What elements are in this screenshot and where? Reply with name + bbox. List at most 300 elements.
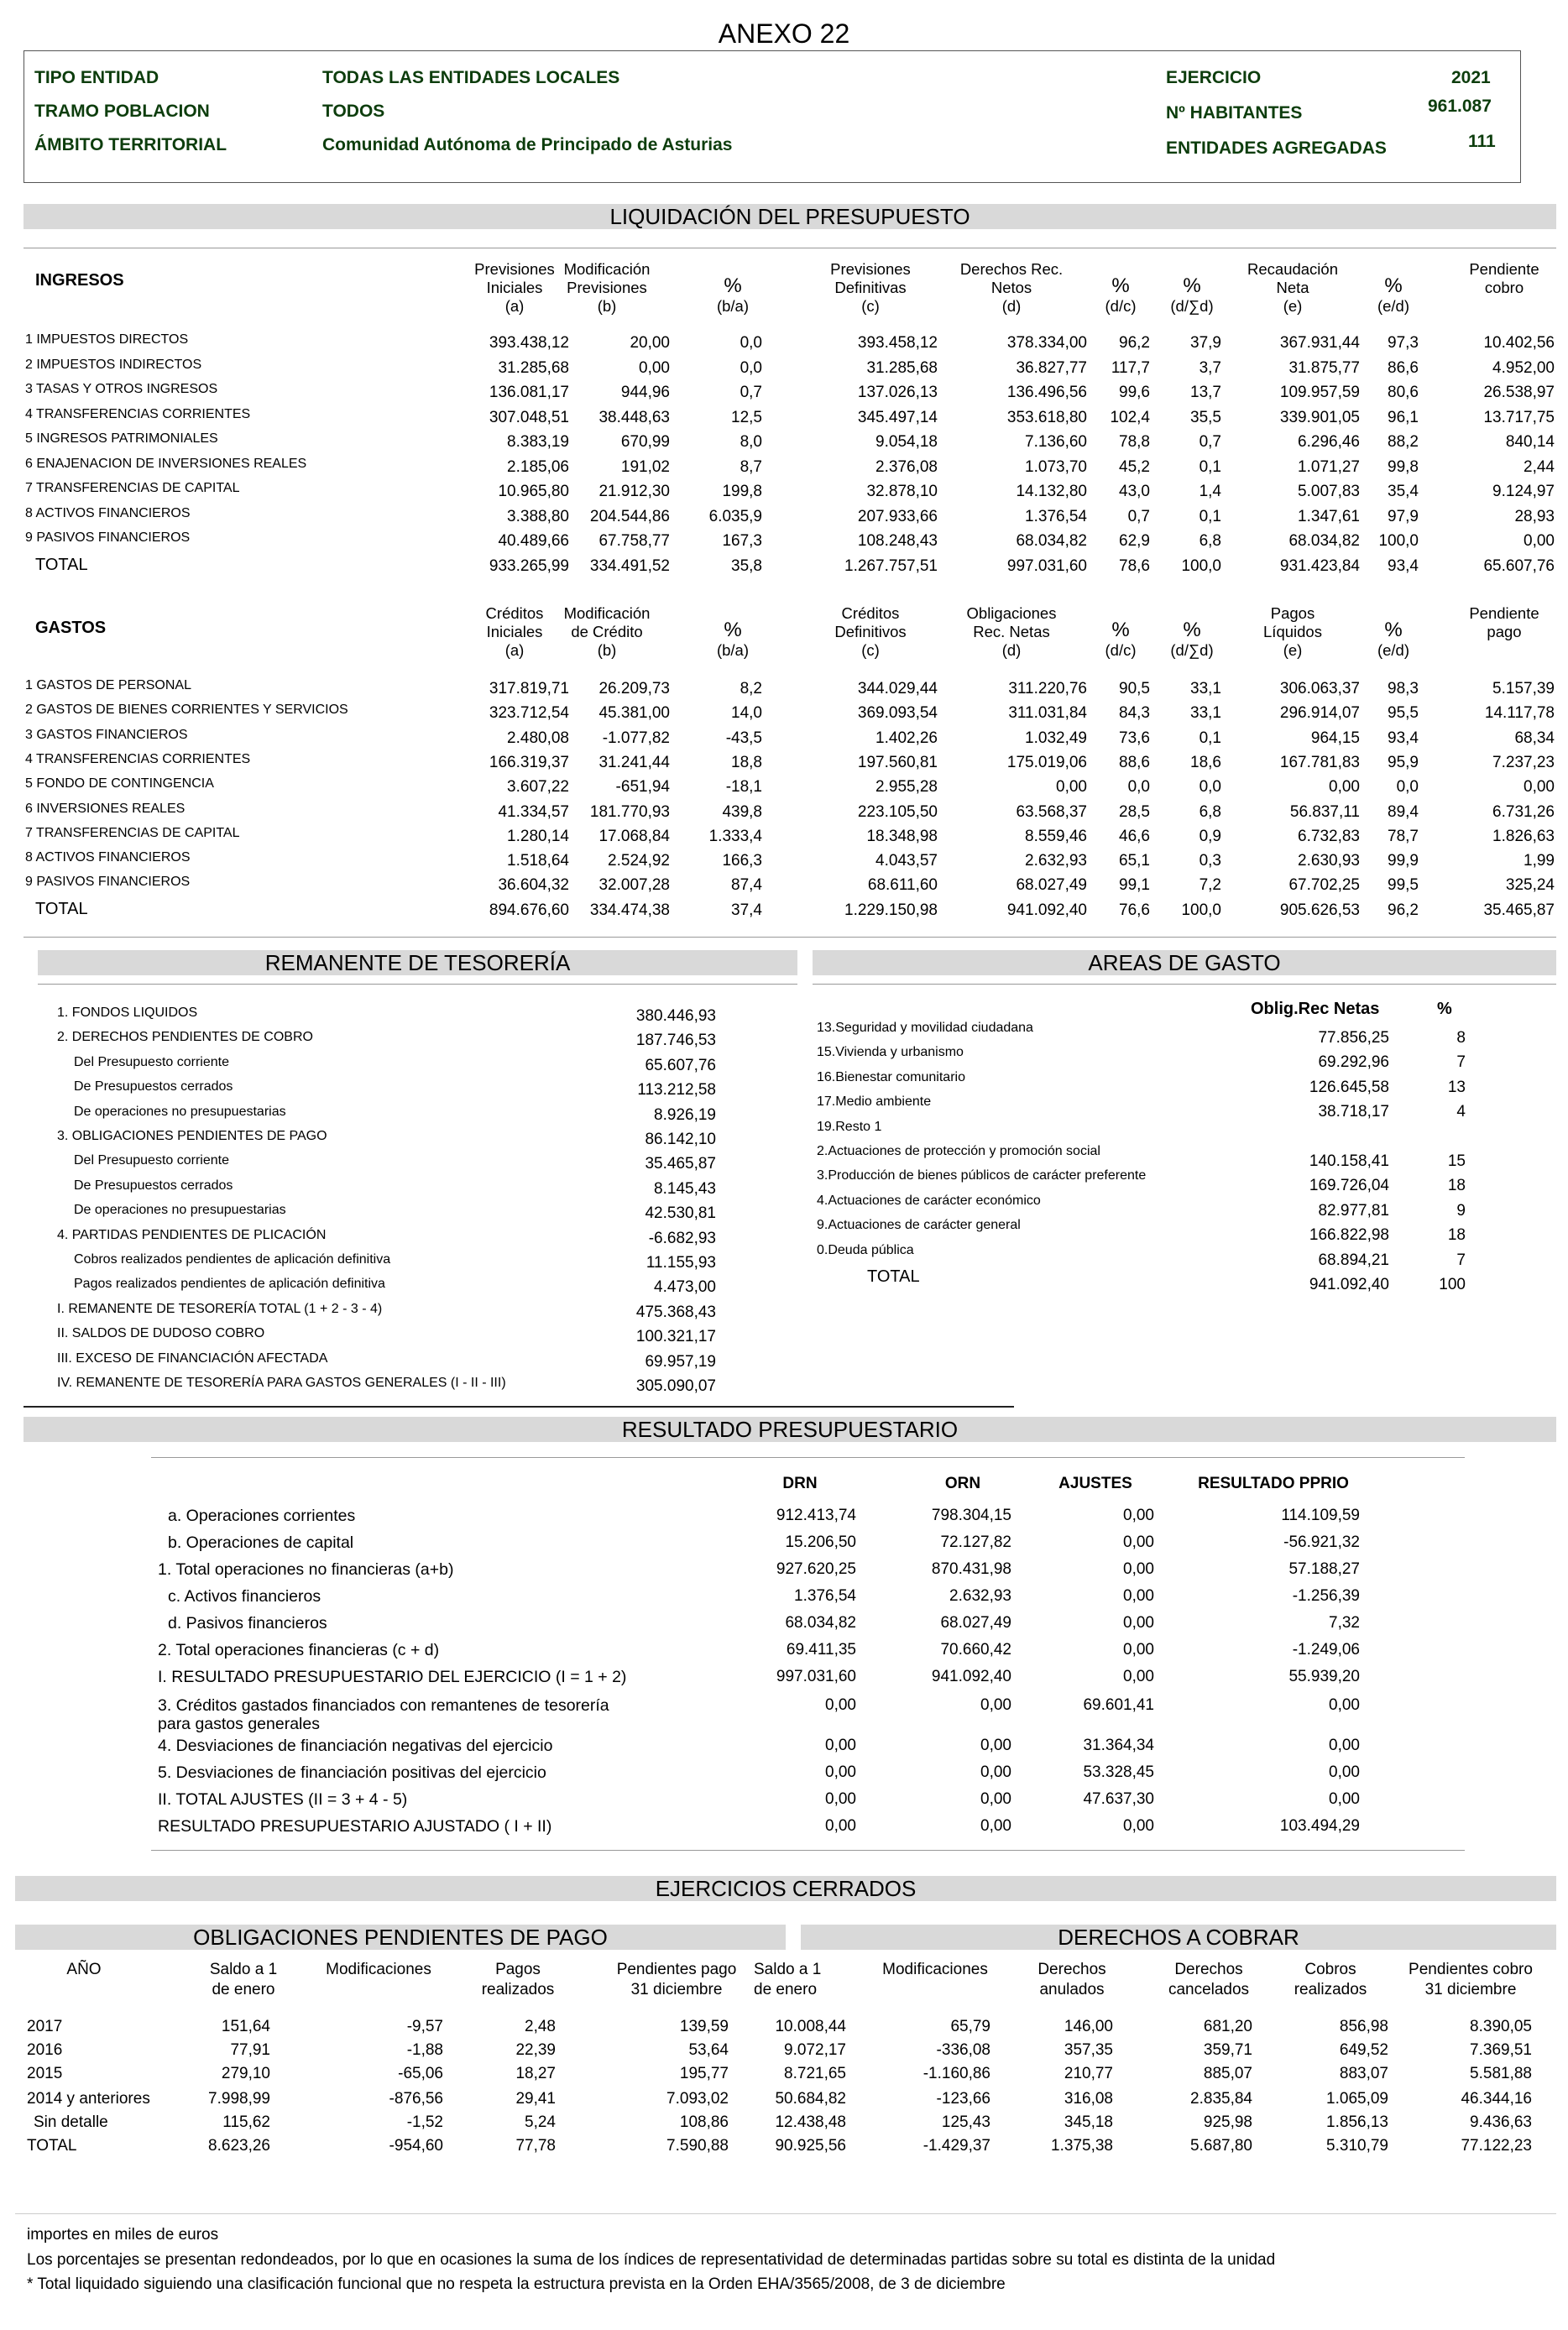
area-pct: 15 [1447,1152,1466,1170]
cell-value: 100,0 [1181,556,1221,575]
cell-value: 6,8 [1199,802,1221,821]
cell-value: 10.402,56 [1483,334,1555,352]
resultado-value: 0,00 [1123,1817,1154,1835]
remanente-value: 8.145,43 [654,1179,716,1198]
divider [38,984,797,985]
area-pct: 100 [1439,1276,1466,1293]
remanente-label: 1. FONDOS LIQUIDOS [57,1006,198,1020]
cell-value: 2,44 [1524,457,1555,476]
resultado-value: 2.632,93 [949,1587,1011,1605]
remanente-label: I. REMANENTE DE TESORERÍA TOTAL (1 + 2 - 3 - 4) [57,1301,383,1316]
cell-value: 1.333,4 [708,827,762,845]
cerrados-value: 7.998,99 [208,2090,270,2108]
cerrados-value: 125,43 [941,2113,990,2131]
divider [24,937,1556,938]
cerrados-column-header: 31 diciembre [630,1981,723,1998]
cell-value: 93,4 [1388,556,1419,575]
cerrados-value: 9.072,17 [784,2041,846,2059]
resultado-value: 0,00 [1329,1790,1360,1808]
cell-value: 933.265,99 [489,556,569,575]
resultado-value: 103.494,29 [1279,1817,1360,1835]
column-unit: (d/c) [1105,641,1137,659]
cell-value: 0,7 [1127,507,1150,525]
cell-value: 136.496,56 [1006,384,1087,401]
resultado-value: 0,00 [1123,1560,1154,1578]
remanente-label: Pagos realizados pendientes de aplicación definitiva [74,1277,385,1292]
column-unit: (d/c) [1105,297,1137,315]
areas-title: AREAS DE GASTO [813,950,1556,975]
area-value: 941.092,40 [1309,1276,1389,1293]
cerrados-value: 681,20 [1203,2018,1252,2035]
column-header: Pendiente [1469,260,1539,278]
cerrados-value: 29,41 [515,2090,556,2108]
cerrados-value: 2,48 [525,2018,556,2035]
resultado-value: 0,00 [825,1817,856,1835]
column-header: Pendiente [1469,604,1539,622]
column-header: pago [1487,623,1522,640]
cell-value: 18.348,98 [866,827,938,845]
cell-value: 307.048,51 [489,408,569,426]
cerrados-value: 139,59 [679,2018,729,2035]
column-header: % [1183,619,1201,641]
cerrados-value: 151,64 [221,2018,270,2035]
cell-value: 137.026,13 [857,384,938,401]
row-label: 6 ENAJENACION DE INVERSIONES REALES [25,456,307,471]
cerrados-value: -1.160,86 [923,2065,990,2082]
cell-value: 167,3 [722,532,762,550]
column-header: Neta [1276,279,1309,296]
cerrados-value: 8.721,65 [784,2065,846,2082]
cell-value: 43,0 [1119,483,1150,500]
cell-value: 33,1 [1190,704,1221,723]
cell-value: 166,3 [722,852,762,870]
area-value: 77.856,25 [1318,1029,1389,1047]
cell-value: 6.296,46 [1298,433,1360,451]
row-label: 2 GASTOS DE BIENES CORRIENTES Y SERVICIOS [25,703,348,718]
cell-value: 93,4 [1388,729,1419,747]
cell-value: 931.423,84 [1279,556,1360,575]
resultado-value: 0,00 [1329,1696,1360,1714]
resultado-value: 0,00 [1123,1668,1154,1685]
column-header: Modificación [563,604,651,622]
cerrados-value: 5.687,80 [1190,2137,1252,2155]
cerrados-column-header: Pendientes cobro [1409,1961,1533,1978]
cell-value: 8,7 [740,457,762,476]
cell-value: 3,7 [1199,358,1221,377]
area-label: 17.Medio ambiente [817,1094,932,1110]
cell-value: 0,9 [1199,827,1221,845]
cerrados-value: 5.310,79 [1326,2137,1388,2155]
cell-value: 32.878,10 [866,483,938,500]
cerrados-value: -1.429,37 [923,2137,990,2155]
remanente-value: 475.368,43 [635,1303,716,1321]
column-unit: (c) [861,297,880,315]
resultado-value: 798.304,15 [931,1507,1011,1524]
cerrados-column-header: Saldo a 1 [754,1961,822,1978]
column-unit: (e/d) [1377,297,1410,315]
agregadas-label: ENTIDADES AGREGADAS [1166,138,1387,158]
cerrados-value: 649,52 [1339,2041,1388,2059]
cell-value: 88,2 [1388,433,1419,451]
remanente-value: 305.090,07 [635,1377,716,1395]
cell-value: 96,1 [1388,408,1419,426]
cell-value: 439,8 [722,802,762,821]
row-label: TOTAL [35,899,88,918]
column-header: cobro [1484,279,1524,296]
cell-value: 0,3 [1199,852,1221,870]
footnote-classification: * Total liquidado siguiendo una clasificación funcional que no respeta la estructura prevista en la Orden EHA/3565/2008, de 3 de diciembre [27,2275,1006,2293]
resultado-label: 1. Total operaciones no financieras (a+b) [158,1560,454,1579]
cell-value: 1.376,54 [1025,507,1087,525]
cerrados-value: 77,91 [230,2041,270,2059]
cerrados-value: 77.122,23 [1461,2137,1532,2155]
divider [15,2213,1556,2214]
cell-value: 369.093,54 [857,704,938,723]
resultado-value: 68.034,82 [785,1614,856,1632]
cerrados-column-header: realizados [1294,1981,1367,1998]
cell-value: 0,7 [740,384,762,401]
cell-value: 894.676,60 [489,901,569,919]
cerrados-year: Sin detalle [34,2113,108,2131]
column-unit: (d) [1001,297,1022,315]
resultado-value: -56.921,32 [1283,1533,1360,1551]
cell-value: 1.518,64 [507,852,569,870]
cell-value: 344.029,44 [857,680,938,697]
cell-value: 31.875,77 [1288,358,1360,377]
remanente-value: 380.446,93 [635,1007,716,1025]
cell-value: 6.732,83 [1298,827,1360,845]
column-header: % [1111,274,1130,297]
tipo-entidad-value: TODAS LAS ENTIDADES LOCALES [322,68,620,87]
cerrados-value: -9,57 [406,2018,443,2035]
resultado-label: 4. Desviaciones de financiación negativas del ejercicio [158,1737,553,1755]
cell-value: 68.027,49 [1016,876,1087,895]
cell-value: 0,1 [1199,457,1221,476]
area-pct: 9 [1456,1201,1466,1220]
cerrados-value: 108,86 [679,2113,729,2131]
remanente-value: 69.957,19 [645,1352,716,1371]
cell-value: 9.054,18 [875,433,938,451]
cerrados-value: 1.065,09 [1326,2090,1388,2108]
cell-value: 393.458,12 [857,334,938,352]
cerrados-value: -876,56 [389,2090,443,2108]
cerrados-value: 8.623,26 [208,2137,270,2155]
divider [24,1406,1014,1408]
cerrados-column-header: Pendientes pago [616,1961,737,1978]
cerrados-column-header: cancelados [1168,1981,1250,1998]
row-label: TOTAL [35,555,88,574]
divider [151,1457,1465,1458]
cerrados-value: -954,60 [389,2137,443,2155]
resultado-value: 53.328,45 [1083,1763,1154,1781]
cell-value: 26.209,73 [598,680,670,697]
cerrados-column-header: anulados [1039,1981,1105,1998]
resultado-value: 941.092,40 [931,1668,1011,1685]
cerrados-column-header: de enero [212,1981,275,1998]
cell-value: 2.632,93 [1025,852,1087,870]
cerrados-column-header: Modificaciones [882,1961,988,1978]
column-header: de Crédito [571,623,643,640]
cell-value: 28,93 [1514,507,1555,525]
resultado-value: 0,00 [825,1763,856,1781]
cell-value: 345.497,14 [857,408,938,426]
cell-value: 63.568,37 [1016,802,1087,821]
area-pct: 4 [1456,1103,1466,1121]
cerrados-value: 50.684,82 [775,2090,846,2108]
remanente-label: De Presupuestos cerrados [74,1079,233,1094]
area-value: 82.977,81 [1318,1201,1389,1220]
cell-value: 40.489,66 [498,532,569,550]
cell-value: 108.248,43 [857,532,938,550]
column-header: Recaudación [1247,260,1338,278]
column-unit: (b) [597,641,617,659]
resultado-label-continuation: para gastos generales [158,1715,320,1733]
cell-value: 18,6 [1190,753,1221,771]
column-unit: (d) [1001,641,1022,659]
cerrados-column-header: realizados [481,1981,555,1998]
cell-value: 306.063,37 [1279,680,1360,697]
areas-col-oblig: Oblig.Rec Netas [1251,1000,1380,1018]
row-label: 1 IMPUESTOS DIRECTOS [25,332,189,347]
column-header: % [1384,619,1403,641]
cell-value: 84,3 [1119,704,1150,723]
cell-value: 8,2 [740,680,762,697]
cell-value: 78,7 [1388,827,1419,845]
cell-value: 68.611,60 [867,876,938,895]
cell-value: 334.491,52 [589,556,670,575]
remanente-value: 4.473,00 [654,1278,716,1297]
cerrados-value: 345,18 [1064,2113,1113,2131]
resultado-value: 0,00 [980,1696,1011,1714]
area-value: 169.726,04 [1309,1177,1389,1195]
resultado-value: 55.939,20 [1288,1668,1360,1685]
obligaciones-title: OBLIGACIONES PENDIENTES DE PAGO [15,1925,786,1950]
cell-value: 31.241,44 [598,753,670,771]
cerrados-value: 9.436,63 [1470,2113,1532,2131]
ambito-value: Comunidad Autónoma de Principado de Asturias [322,135,733,154]
cerrados-value: 357,35 [1064,2041,1113,2059]
cell-value: 204.544,86 [589,507,670,525]
cell-value: 941.092,40 [1006,901,1087,919]
cell-value: 88,6 [1119,753,1150,771]
resultado-label: 5. Desviaciones de financiación positivas del ejercicio [158,1763,546,1782]
cerrados-value: 1.375,38 [1051,2137,1113,2155]
resultado-value: 0,00 [980,1763,1011,1781]
resultado-value: 0,00 [1123,1614,1154,1632]
cerrados-value: 7.590,88 [666,2137,729,2155]
page-title: ANEXO 22 [718,18,850,49]
remanente-label: De operaciones no presupuestarias [74,1104,286,1119]
cell-value: 334.474,38 [589,901,670,919]
cell-value: 317.819,71 [489,680,569,697]
cell-value: 17.068,84 [598,827,670,845]
cell-value: 1,4 [1199,483,1221,500]
column-header: Obligaciones [966,604,1057,622]
cell-value: 67.758,77 [598,532,670,550]
remanente-value: 65.607,76 [645,1056,716,1074]
footnote-units: importes en miles de euros [27,2226,219,2244]
ambito-label: ÁMBITO TERRITORIAL [34,135,227,154]
cell-value: 8.383,19 [507,433,569,451]
cell-value: 6.731,26 [1492,802,1555,821]
column-header: Créditos [485,604,544,622]
cerrados-value: 65,79 [950,2018,990,2035]
cell-value: 78,6 [1119,556,1150,575]
cell-value: 33,1 [1190,680,1221,697]
cell-value: 1.032,49 [1025,729,1087,747]
ejercicio-label: EJERCICIO [1166,68,1262,87]
remanente-value: 42.530,81 [645,1204,716,1223]
column-unit: (d/∑d) [1170,297,1214,315]
resultado-value: 0,00 [1123,1641,1154,1659]
cell-value: 393.438,12 [489,334,569,352]
cell-value: 36.827,77 [1016,358,1087,377]
resultado-label: RESULTADO PRESUPUESTARIO AJUSTADO ( I + II) [158,1817,552,1836]
resultado-label: 3. Créditos gastados financiados con remantenes de tesorería [158,1696,609,1715]
column-header: Iniciales [486,623,543,640]
remanente-value: 35.465,87 [645,1155,716,1173]
cell-value: 1.071,27 [1298,457,1360,476]
cell-value: 14,0 [731,704,762,723]
cell-value: 65.607,76 [1483,556,1555,575]
tipo-entidad-label: TIPO ENTIDAD [34,68,159,87]
cell-value: -43,5 [725,729,762,747]
cerrados-year: TOTAL [27,2137,77,2155]
remanente-label: Del Presupuesto corriente [74,1153,229,1168]
cell-value: 86,6 [1388,358,1419,377]
row-label: 8 ACTIVOS FINANCIEROS [25,850,191,865]
cell-value: 1.267.757,51 [844,556,938,575]
remanente-label: II. SALDOS DE DUDOSO COBRO [57,1326,265,1341]
cell-value: 90,5 [1119,680,1150,697]
cell-value: 7.136,60 [1025,433,1087,451]
cell-value: 378.334,00 [1006,334,1087,352]
cell-value: 32.007,28 [598,876,670,895]
resultado-value: 0,00 [825,1790,856,1808]
cerrados-value: 7.093,02 [666,2090,729,2108]
cerrados-value: -1,88 [406,2041,443,2059]
ejercicio-value: 2021 [1451,68,1491,87]
resultado-value: 15.206,50 [785,1533,856,1551]
cerrados-value: 7.369,51 [1470,2041,1532,2059]
area-pct: 8 [1456,1029,1466,1047]
row-label: 9 PASIVOS FINANCIEROS [25,530,191,545]
cell-value: 325,24 [1505,876,1555,895]
cell-value: 89,4 [1388,802,1419,821]
cerrados-value: 885,07 [1203,2065,1252,2082]
cerrados-value: 279,10 [221,2065,270,2082]
cell-value: 8.559,46 [1025,827,1087,845]
cell-value: 0,00 [1329,778,1360,797]
cerrados-value: 115,62 [222,2113,270,2131]
resultado-value: 72.127,82 [940,1533,1011,1551]
cell-value: 1.280,14 [507,827,569,845]
cell-value: 6.035,9 [708,507,762,525]
cerrados-value: 146,00 [1064,2018,1113,2035]
cell-value: 68.034,82 [1288,532,1360,550]
cerrados-column-header: Cobros [1304,1961,1356,1978]
cell-value: 0,00 [1056,778,1087,797]
resultado-value: 68.027,49 [940,1614,1011,1632]
cell-value: -1.077,82 [602,729,670,747]
cell-value: 199,8 [722,483,762,500]
cerrados-year: 2014 y anteriores [27,2090,150,2108]
cell-value: 311.220,76 [1008,680,1087,697]
cell-value: 0,0 [1127,778,1150,797]
row-label: 4 TRANSFERENCIAS CORRIENTES [25,406,251,421]
cell-value: 0,0 [1199,778,1221,797]
cell-value: 99,8 [1388,457,1419,476]
cell-value: 18,8 [731,753,762,771]
cell-value: 67.702,25 [1288,876,1360,895]
remanente-label: 2. DERECHOS PENDIENTES DE COBRO [57,1030,313,1045]
cerrados-year: 2016 [27,2041,63,2059]
cell-value: 181.770,93 [589,802,670,821]
ingresos-label: INGRESOS [35,271,124,290]
column-unit: (c) [861,641,880,659]
resultado-value: 0,00 [980,1790,1011,1808]
resultado-column-header: ORN [944,1475,981,1492]
cerrados-value: 1.856,13 [1326,2113,1388,2131]
header-box [24,50,1521,183]
cell-value: 31.285,68 [866,358,938,377]
resultado-value: 0,00 [825,1737,856,1754]
cell-value: -18,1 [725,778,762,797]
cell-value: 78,8 [1119,433,1150,451]
cerrados-column-header: AÑO [66,1961,102,1978]
area-value: 68.894,21 [1318,1251,1389,1269]
cell-value: 10.965,80 [498,483,569,500]
cell-value: 2.955,28 [875,778,938,797]
area-label: 16.Bienestar comunitario [817,1069,965,1084]
cell-value: 68.034,82 [1016,532,1087,550]
cell-value: 4.952,00 [1492,358,1555,377]
cell-value: 35,5 [1190,408,1221,426]
cerrados-value: 856,98 [1339,2018,1388,2035]
row-label: 3 GASTOS FINANCIEROS [25,727,188,742]
row-label: 5 INGRESOS PATRIMONIALES [25,431,218,446]
area-value: 69.292,96 [1318,1053,1389,1072]
resultado-value: 0,00 [1329,1737,1360,1754]
cell-value: 311.031,84 [1008,704,1087,723]
cell-value: 670,99 [620,433,670,451]
column-header: Derechos Rec. [959,260,1064,278]
cerrados-value: 5.581,88 [1470,2065,1532,2082]
cerrados-value: 5,24 [525,2113,556,2131]
cell-value: 2.185,06 [507,457,569,476]
row-label: 3 TASAS Y OTROS INGRESOS [25,382,218,396]
cell-value: 2.480,08 [507,729,569,747]
habitantes-label: Nº HABITANTES [1166,103,1303,123]
cell-value: 35,4 [1388,483,1419,500]
resultado-value: -1.249,06 [1292,1641,1360,1659]
cell-value: 197.560,81 [857,753,938,771]
remanente-value: 8.926,19 [654,1105,716,1124]
cell-value: 14.132,80 [1016,483,1087,500]
resultado-value: 69.411,35 [786,1641,856,1659]
column-unit: (a) [504,297,525,315]
row-label: 7 TRANSFERENCIAS DE CAPITAL [25,825,240,840]
cell-value: 117,7 [1111,358,1150,377]
cell-value: 12,5 [731,408,762,426]
cell-value: 21.912,30 [598,483,670,500]
cell-value: 0,0 [740,358,762,377]
resultado-column-header: AJUSTES [1058,1475,1132,1492]
cerrados-column-header: Pagos [495,1961,541,1978]
column-unit: (b) [597,297,617,315]
cell-value: 136.081,17 [489,384,569,401]
cerrados-value: 883,07 [1339,2065,1388,2082]
